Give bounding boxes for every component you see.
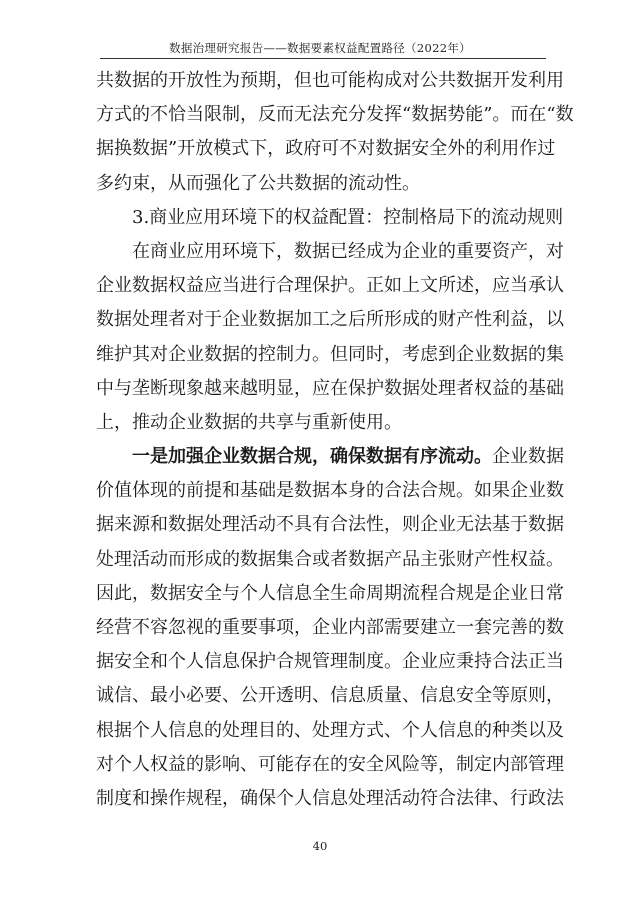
paragraph-line: 在商业应用环境下，数据已经成为企业的重要资产，对 [132,240,564,262]
bold-lead-text: 一是加强企业数据合规，确保数据有序流动。 [132,446,492,468]
running-header: 数据治理研究报告——数据要素权益配置路径（2022年） [169,41,471,55]
paragraph-line: 上，推动企业数据的共享与重新使用。 [96,411,402,433]
paragraph-line: 因此，数据安全与个人信息全生命周期流程合规是企业日常 [96,582,564,604]
header-divider [100,58,546,59]
paragraph-line: 多约束，从而强化了公共数据的流动性。 [96,172,420,194]
paragraph-line: 对个人权益的影响、可能存在的安全风险等，制定内部管理 [96,753,564,775]
paragraph-continuation: 企业数据 [492,446,564,468]
paragraph-line: 数据处理者对于企业数据加工之后所形成的财产性利益，以 [96,309,564,331]
body-text [96,64,574,816]
paragraph-line: 中与垄断现象越来越明显，应在保护数据处理者权益的基础 [96,377,564,399]
paragraph-line: 据来源和数据处理活动不具有合法性，则企业无法基于数据 [96,514,564,536]
paragraph-line: 根据个人信息的处理目的、处理方式、个人信息的种类以及 [96,719,564,741]
paragraph-line: 价值体现的前提和基础是数据本身的合法合规。如果企业数 [96,480,564,502]
page-number: 40 [312,839,328,853]
paragraph-line: 处理活动而形成的数据集合或者数据产品主张财产性权益。 [96,548,564,570]
section-heading: 3.商业应用环境下的权益配置：控制格局下的流动规则 [132,206,564,228]
paragraph-line: 据安全和个人信息保护合规管理制度。企业应秉持合法正当 [96,651,564,673]
paragraph-line: 制度和操作规程，确保个人信息处理活动符合法律、行政法 [96,787,564,809]
paragraph-line: 经营不容忽视的重要事项，企业内部需要建立一套完善的数 [96,617,564,638]
paragraph-line: 方式的不恰当限制，反而无法充分发挥“数据势能”。而在“数 [96,104,574,126]
paragraph-line: 共数据的开放性为预期，但也可能构成对公共数据开发利用 [96,70,564,91]
paragraph-line: 企业数据权益应当进行合理保护。正如上文所述，应当承认 [96,275,564,297]
paragraph-line: 维护其对企业数据的控制力。但同时，考虑到企业数据的集 [96,343,564,365]
paragraph-line [96,440,564,474]
paragraph-line: 诚信、最小必要、公开透明、信息质量、信息安全等原则， [96,685,564,707]
paragraph-line: 据换数据”开放模式下，政府可不对数据安全外的利用作过 [96,138,556,160]
